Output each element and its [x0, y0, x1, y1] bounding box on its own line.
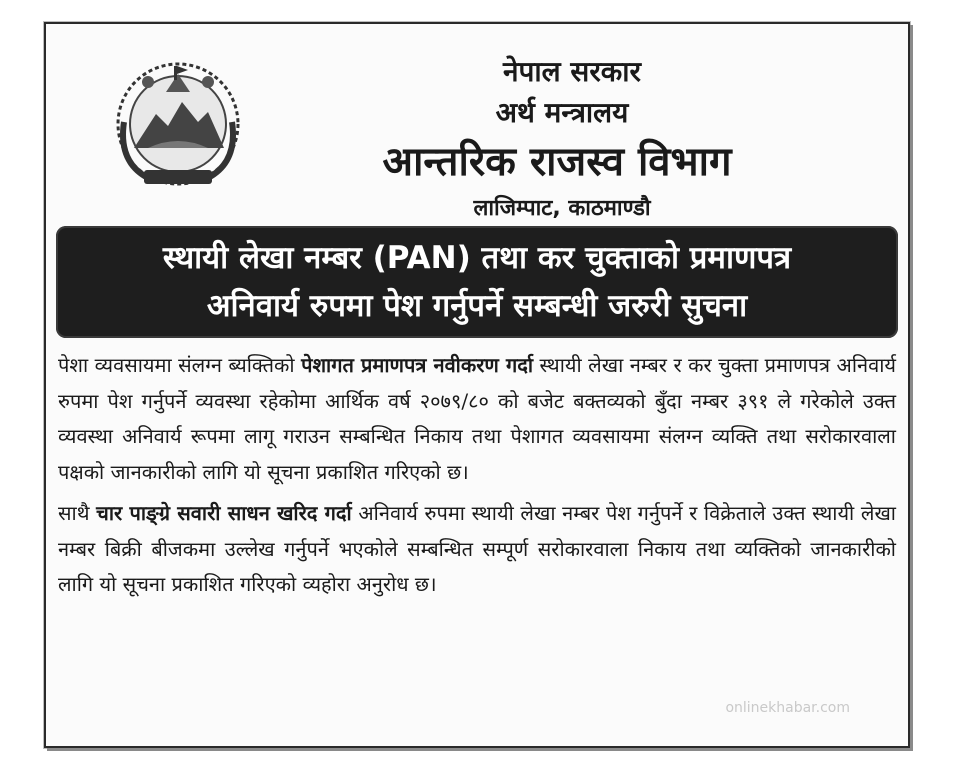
office-location: लाजिम्पाट, काठमाण्डौ — [473, 196, 651, 221]
paragraph-1-start: पेशा व्यवसायमा संलग्न ब्यक्तिको — [58, 353, 302, 377]
government-name: नेपाल सरकार — [502, 55, 642, 88]
paragraph-2-bold: चार पाङ्ग्रे सवारी साधन खरिद गर्दा — [96, 501, 352, 525]
watermark: onlinekhabar.com — [725, 700, 850, 716]
nepal-government-emblem-icon — [108, 52, 248, 192]
paragraph-2-start: साथै — [58, 501, 97, 525]
notice-title-banner — [56, 226, 898, 338]
notice-frame — [44, 22, 910, 748]
notice-body — [58, 348, 896, 603]
department-name: आन्तरिक राजस्व विभाग — [382, 139, 732, 185]
paragraph-2 — [58, 496, 896, 603]
paragraph-2-rest: अनिवार्य रुपमा स्थायी लेखा नम्बर पेश गर्नुपर्ने र विक्रेताले उक्त स्थायी लेखा नम्बर बिक्री बीजकमा उल्लेख गर्नुपर्ने भएकोले सम्बन्धित सम्पूर्ण सरोकारवाला निकाय तथा व्यक्तिको जानकारीको लागि यो सूचना प्रकाशित गरिएको व्यहोरा अनुरोध छ। — [58, 501, 896, 596]
banner-line-2: अनिवार्य रुपमा पेश गर्नुपर्ने सम्बन्धी जरुरी सुचना — [206, 288, 748, 324]
notice-header — [246, 52, 868, 228]
ministry-name: अर्थ मन्त्रालय — [495, 96, 629, 129]
banner-line-1: स्थायी लेखा नम्बर (PAN) तथा कर चुक्ताको प्रमाणपत्र — [162, 240, 792, 276]
paragraph-1-rest: स्थायी लेखा नम्बर र कर चुक्ता प्रमाणपत्र अनिवार्य रुपमा पेश गर्नुपर्ने व्यवस्था रहेकोमा आर्थिक वर्ष २०७९/८० को बजेट बक्तव्यको बुँदा नम्बर ३९१ ले गरेकोले उक्त व्यवस्था अनिवार्य रूपमा लागू गराउन सम्बन्धित निकाय तथा पेशागत व्यवसायमा संलग्न व्यक्ति तथा सरोकारवाला पक्षको जानकारीको लागि यो सूचना प्रकाशित गरिएको छ। — [58, 353, 896, 484]
paragraph-1-bold: पेशागत प्रमाणपत्र नवीकरण गर्दा — [301, 353, 534, 377]
paragraph-1 — [58, 348, 896, 490]
